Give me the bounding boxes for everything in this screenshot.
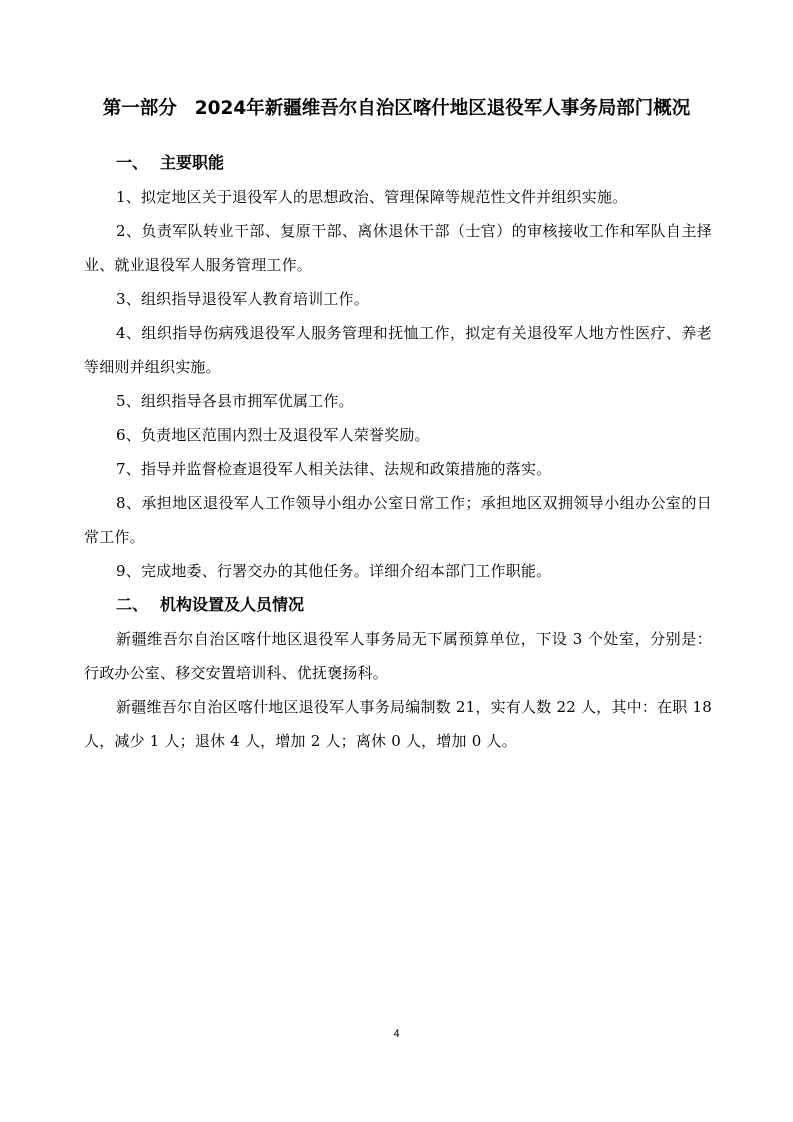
section-heading — [84, 146, 712, 180]
title-text: 2024年新疆维吾尔自治区喀什地区退役军人事务局部门概况 — [194, 98, 691, 119]
paragraph: 1、拟定地区关于退役军人的思想政治、管理保障等规范性文件并组织实施。 — [116, 188, 628, 206]
paragraph: 4、组织指导伤病残退役军人服务管理和抚恤工作，拟定有关退役军人地方性医疗、养老等细则并组织实施。 — [84, 324, 712, 376]
section-heading-text: 主要职能 — [160, 153, 225, 172]
section-main-functions — [84, 146, 712, 588]
paragraph: 6、负责地区范围内烈士及退役军人荣誉奖励。 — [116, 426, 430, 444]
section-heading-text: 机构设置及人员情况 — [160, 595, 305, 614]
paragraph: 9、完成地委、行署交办的其他任务。详细介绍本部门工作职能。 — [116, 562, 552, 580]
section-number: 二、 — [116, 595, 149, 614]
paragraph: 7、指导并监督检查退役军人相关法律、法规和政策措施的落实。 — [116, 460, 552, 478]
section-organization-staffing — [84, 588, 712, 758]
paragraph: 2、负责军队转业干部、复原干部、离休退休干部（士官）的审核接收工作和军队自主择业、就业退役军人服务管理工作。 — [84, 222, 712, 274]
paragraph: 新疆维吾尔自治区喀什地区退役军人事务局无下属预算单位，下设 3 个处室，分别是：行政办公室、移交安置培训科、优抚褒扬科。 — [84, 630, 712, 682]
document-body — [84, 146, 712, 758]
paragraph: 3、组织指导退役军人教育培训工作。 — [116, 290, 369, 308]
section-heading — [84, 588, 712, 622]
paragraph: 5、组织指导各县市拥军优属工作。 — [116, 392, 354, 410]
paragraph: 新疆维吾尔自治区喀什地区退役军人事务局编制数 21，实有人数 22 人，其中：在职 18 人，减少 1 人；退休 4 人，增加 2 人；离休 0 人，增加 0 人。 — [84, 698, 712, 750]
page-title — [0, 96, 793, 122]
paragraph: 8、承担地区退役军人工作领导小组办公室日常工作；承担地区双拥领导小组办公室的日常工作。 — [84, 494, 712, 546]
part-label: 第一部分 — [102, 98, 177, 119]
page-number: 4 — [393, 1028, 400, 1040]
section-number: 一、 — [116, 153, 149, 172]
